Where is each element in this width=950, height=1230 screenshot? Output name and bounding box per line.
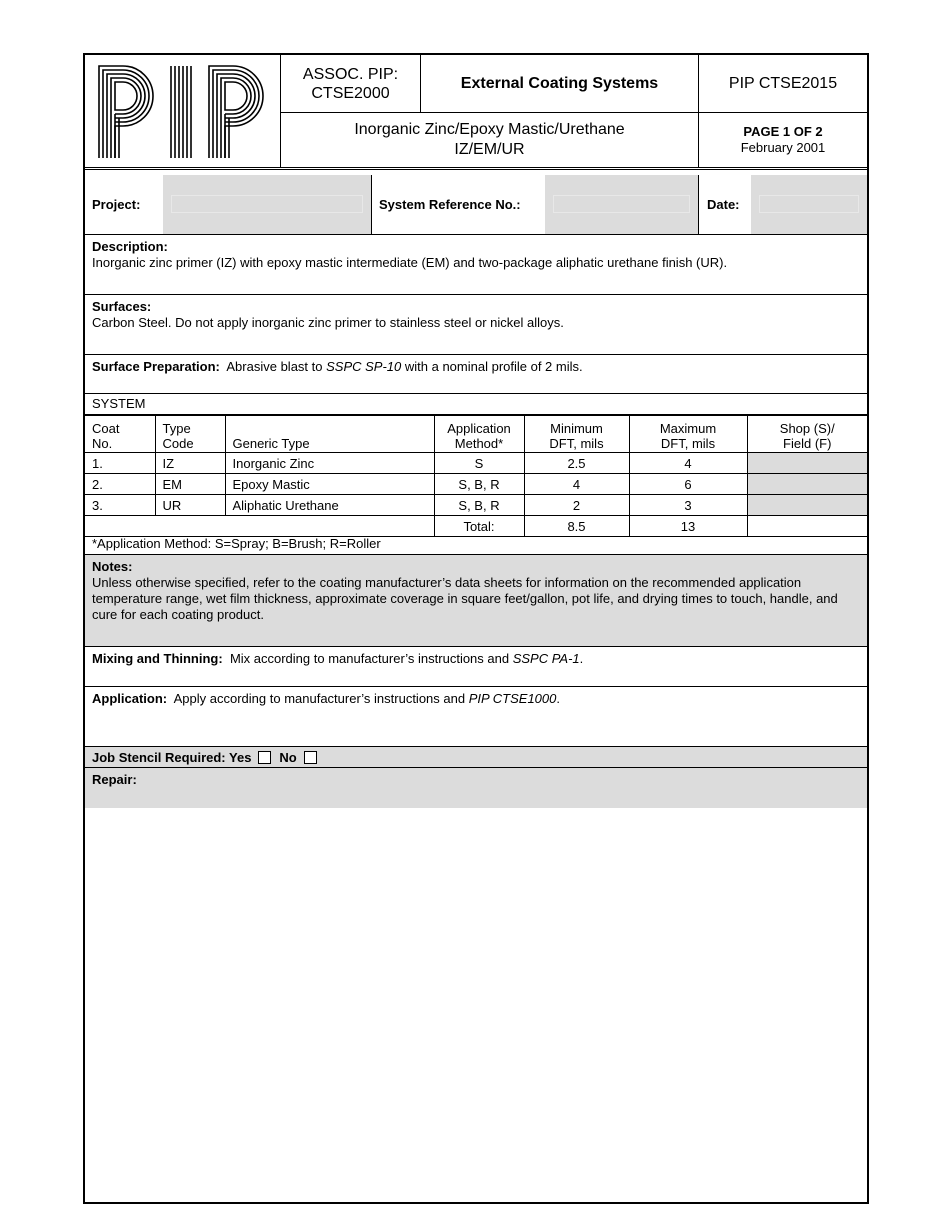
- cell-method: S, B, R: [434, 474, 524, 495]
- cell-generic: Epoxy Mastic: [225, 474, 434, 495]
- mixing-text-before: Mix according to manufacturer’s instructions and: [229, 651, 513, 666]
- table-row: [85, 474, 867, 495]
- cell-shop-field-input[interactable]: [747, 453, 867, 474]
- revision-date: February 2001: [740, 140, 826, 155]
- th-shop-field: Shop (S)/ Field (F): [747, 416, 867, 453]
- cell-type: IZ: [155, 453, 225, 474]
- pip-logo-icon: [95, 62, 271, 160]
- project-row: [85, 175, 867, 235]
- table-row: [85, 453, 867, 474]
- cell-type: EM: [155, 474, 225, 495]
- mixing-label: Mixing and Thinning:: [92, 651, 223, 666]
- total-label: Total:: [434, 516, 524, 537]
- document-title: External Coating Systems: [421, 55, 699, 113]
- notes-section: [85, 555, 867, 647]
- project-label: Project:: [92, 197, 141, 212]
- total-spacer: [85, 516, 434, 537]
- cell-max-dft: 4: [629, 453, 747, 474]
- notes-label: Notes:: [92, 559, 133, 574]
- table-total-row: [85, 516, 867, 537]
- th-generic: Generic Type: [225, 416, 434, 453]
- total-min-dft: 8.5: [524, 516, 629, 537]
- system-ref-field[interactable]: [545, 175, 698, 234]
- stencil-no-label: No: [279, 749, 297, 765]
- system-ref-label: System Reference No.:: [379, 197, 521, 212]
- cell-shop-field-input[interactable]: [747, 474, 867, 495]
- application-method-note: *Application Method: S=Spray; B=Brush; R=Roller: [85, 535, 867, 555]
- mixing-section: [85, 647, 867, 687]
- surface-prep-section: [85, 355, 867, 394]
- surface-prep-label: Surface Preparation:: [92, 359, 220, 374]
- cell-method: S, B, R: [434, 495, 524, 516]
- form-frame: [83, 53, 869, 1204]
- cell-min-dft: 2.5: [524, 453, 629, 474]
- cell-generic: Inorganic Zinc: [225, 453, 434, 474]
- mixing-standard: SSPC PA-1: [512, 651, 580, 666]
- page-info: [699, 113, 867, 167]
- form-header: [85, 55, 867, 170]
- date-label: Date:: [707, 197, 740, 212]
- th-type: Type Code: [155, 416, 225, 453]
- application-standard: PIP CTSE1000: [468, 691, 557, 706]
- th-method: Application Method*: [434, 416, 524, 453]
- total-max-dft: 13: [629, 516, 747, 537]
- th-min-dft: Minimum DFT, mils: [524, 416, 629, 453]
- surface-prep-text-after: with a nominal profile of 2 mils.: [401, 359, 583, 374]
- job-stencil-row: [85, 747, 867, 768]
- assoc-pip-cell: [281, 55, 421, 113]
- cell-shop-field-input[interactable]: [747, 495, 867, 516]
- application-text-after: .: [556, 691, 561, 706]
- surfaces-section: [85, 295, 867, 355]
- cell-coat: 1.: [85, 453, 155, 474]
- surface-prep-standard: SSPC SP-10: [326, 359, 402, 374]
- subtitle-line1: Inorganic Zinc/Epoxy Mastic/Urethane: [354, 121, 625, 138]
- surfaces-label: Surfaces:: [92, 299, 152, 314]
- cell-min-dft: 4: [524, 474, 629, 495]
- description-label: Description:: [92, 239, 168, 254]
- date-field[interactable]: [751, 175, 867, 234]
- stencil-label: Job Stencil Required: Yes: [92, 749, 252, 765]
- system-label: SYSTEM: [85, 394, 867, 415]
- cell-max-dft: 3: [629, 495, 747, 516]
- repair-label: Repair:: [92, 772, 137, 787]
- cell-coat: 3.: [85, 495, 155, 516]
- assoc-line2: CTSE2000: [311, 84, 390, 102]
- document-code: PIP CTSE2015: [699, 55, 867, 113]
- total-shop-field: [747, 516, 867, 537]
- assoc-line1: ASSOC. PIP:: [302, 65, 399, 83]
- surface-prep-text-before: Abrasive blast to: [226, 359, 327, 374]
- cell-type: UR: [155, 495, 225, 516]
- cell-coat: 2.: [85, 474, 155, 495]
- page-number: PAGE 1 OF 2: [743, 124, 823, 139]
- description-text: Inorganic zinc primer (IZ) with epoxy mastic intermediate (EM) and two-package aliphatic urethane finish (UR).: [92, 255, 728, 270]
- repair-section: [85, 768, 867, 808]
- th-max-dft: Maximum DFT, mils: [629, 416, 747, 453]
- cell-generic: Aliphatic Urethane: [225, 495, 434, 516]
- cell-min-dft: 2: [524, 495, 629, 516]
- description-section: [85, 235, 867, 295]
- pip-logo: [85, 55, 281, 167]
- system-table: [85, 415, 867, 537]
- project-field[interactable]: [163, 175, 371, 234]
- table-row: [85, 495, 867, 516]
- stencil-no-checkbox[interactable]: [304, 751, 317, 764]
- cell-method: S: [434, 453, 524, 474]
- application-section: [85, 687, 867, 747]
- mixing-text-after: .: [579, 651, 584, 666]
- system-subtitle: [281, 113, 699, 167]
- subtitle-line2: IZ/EM/UR: [454, 141, 525, 158]
- stencil-yes-checkbox[interactable]: [258, 751, 271, 764]
- table-header-row: [85, 416, 867, 453]
- notes-text: Unless otherwise specified, refer to the coating manufacturer’s data sheets for information on the recommended application temperature range, wet film thickness, approximate coverage in square feet/gallon, pot life, and drying times to touch, handle, and cure for each coating product.: [92, 575, 838, 622]
- th-coat: Coat No.: [85, 416, 155, 453]
- application-text-before: Apply according to manufacturer’s instructions and: [173, 691, 469, 706]
- cell-max-dft: 6: [629, 474, 747, 495]
- surfaces-text: Carbon Steel. Do not apply inorganic zinc primer to stainless steel or nickel alloys.: [92, 315, 564, 330]
- application-label: Application:: [92, 691, 168, 706]
